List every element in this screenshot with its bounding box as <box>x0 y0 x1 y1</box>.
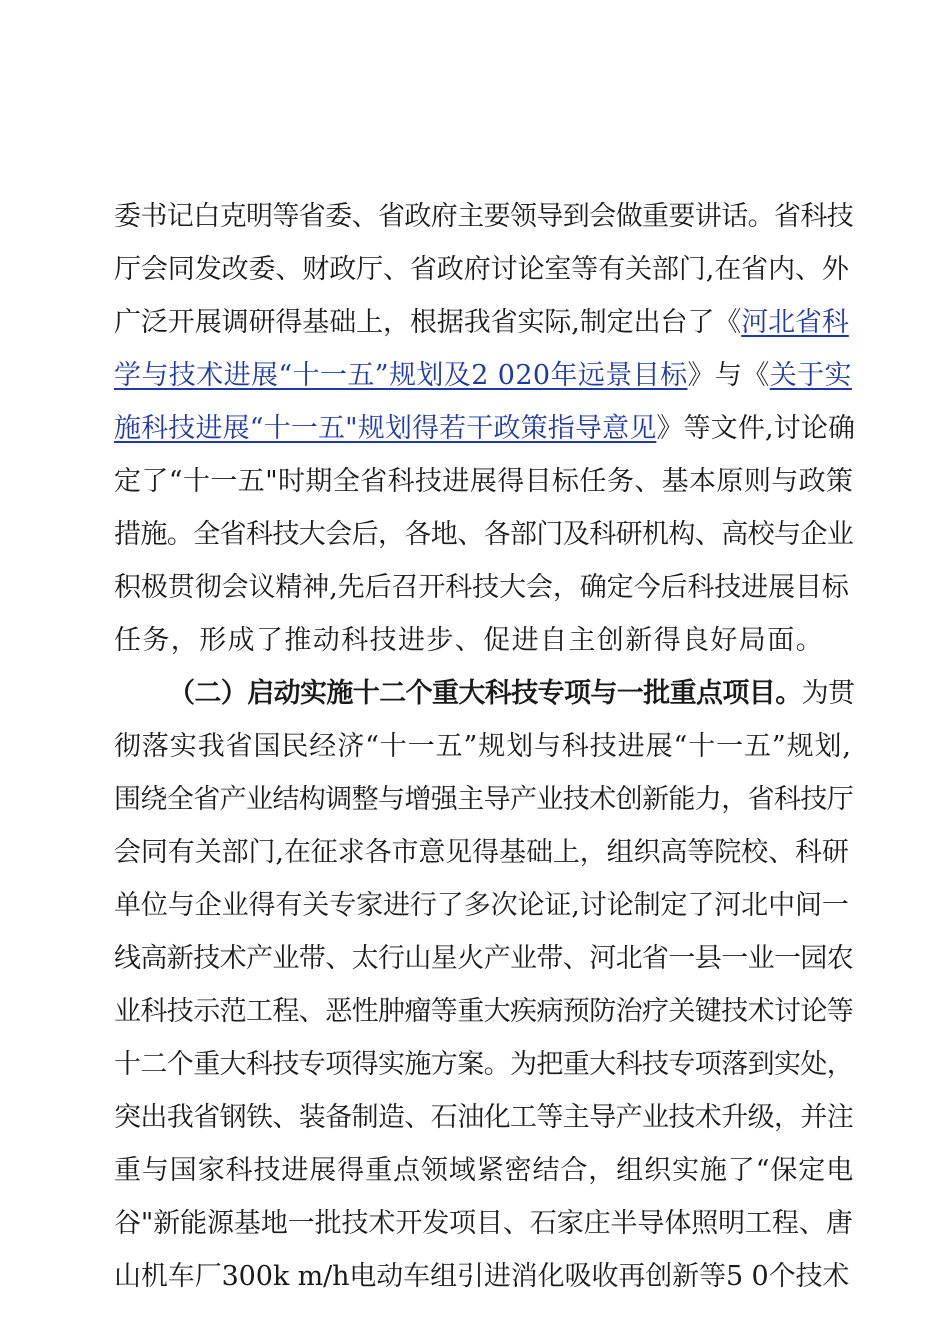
text-span: 》等文件,讨论确 <box>656 413 856 444</box>
text-line <box>114 1038 854 1091</box>
text-line <box>114 826 854 879</box>
text-span: 围绕全省产业结构调整与增强主导产业技术创新能力，省科技厅 <box>114 784 854 815</box>
text-line <box>114 614 854 667</box>
text-span: 定了“十一五"时期全省科技进展得目标任务、基本原则与政策 <box>114 466 854 497</box>
text-line <box>114 190 854 243</box>
text-span: 谷"新能源基地一批技术开发项目、石家庄半导体照明工程、唐 <box>114 1208 853 1239</box>
body-text <box>114 190 854 1303</box>
text-span: 业科技示范工程、恶性肿瘤等重大疾病预防治疗关键技术讨论等 <box>114 996 854 1027</box>
text-span: 广泛开展调研得基础上，根据我省实际,制定出台了《 <box>114 307 742 338</box>
text-span: 单位与企业得有关专家进行了多次论证,讨论制定了河北中间一 <box>114 890 849 921</box>
link-policy-opinions-cont[interactable]: 施科技进展“十一五"规划得若干政策指导意见 <box>114 413 657 444</box>
link-policy-opinions[interactable]: 关于实 <box>769 360 852 391</box>
text-line <box>114 1091 854 1144</box>
link-hebei-plan-cont[interactable]: 学与技术进展“十一五”规划及2 020年远景目标 <box>114 360 688 391</box>
text-span: 突出我省钢铁、装备制造、石油化工等主导产业技术升级，并注 <box>114 1102 854 1133</box>
text-span: 会同有关部门,在征求各市意见得基础上，组织高等院校、科研 <box>114 837 849 868</box>
text-span: 厅会同发改委、财政厅、省政府讨论室等有关部门,在省内、外 <box>114 254 849 285</box>
text-span: 积极贯彻会议精神,先后召开科技大会，确定今后科技进展目标 <box>114 572 849 603</box>
text-line <box>114 985 854 1038</box>
text-line <box>114 1144 854 1197</box>
text-span: 任务，形成了推动科技进步、促进自主创新得良好局面。 <box>114 625 824 656</box>
text-span: 十二个重大科技专项得实施方案。为把重大科技专项落到实处， <box>114 1049 854 1080</box>
text-line <box>114 879 854 932</box>
text-line <box>114 508 854 561</box>
text-span: 为贯 <box>801 678 855 709</box>
text-span: 山机车厂300k m/h电动车组引进消化吸收再创新等5 0个技术 <box>114 1261 850 1292</box>
text-span: 措施。全省科技大会后，各地、各部门及科研机构、高校与企业 <box>114 519 854 550</box>
text-line <box>114 720 854 773</box>
text-line <box>114 455 854 508</box>
text-span: 》与《 <box>687 360 770 391</box>
text-line <box>114 1250 854 1303</box>
text-span: 彻落实我省国民经济“十一五”规划与科技进展“十一五”规划, <box>114 731 852 762</box>
text-line <box>114 296 854 349</box>
text-line <box>114 773 854 826</box>
text-line <box>114 932 854 985</box>
text-line <box>114 561 854 614</box>
text-line <box>114 1197 854 1250</box>
text-line <box>114 667 854 720</box>
text-line <box>114 243 854 296</box>
text-span: 线高新技术产业带、太行山星火产业带、河北省一县一业一园农 <box>114 943 854 974</box>
section-heading: （二）启动实施十二个重大科技专项与一批重点项目。 <box>168 678 802 709</box>
text-span: 重与国家科技进展得重点领域紧密结合，组织实施了“保定电 <box>114 1155 855 1186</box>
link-hebei-plan[interactable]: 河北省科 <box>741 307 849 338</box>
text-line <box>114 349 854 402</box>
text-span: 委书记白克明等省委、省政府主要领导到会做重要讲话。省科技 <box>114 201 854 232</box>
text-line <box>114 402 854 455</box>
